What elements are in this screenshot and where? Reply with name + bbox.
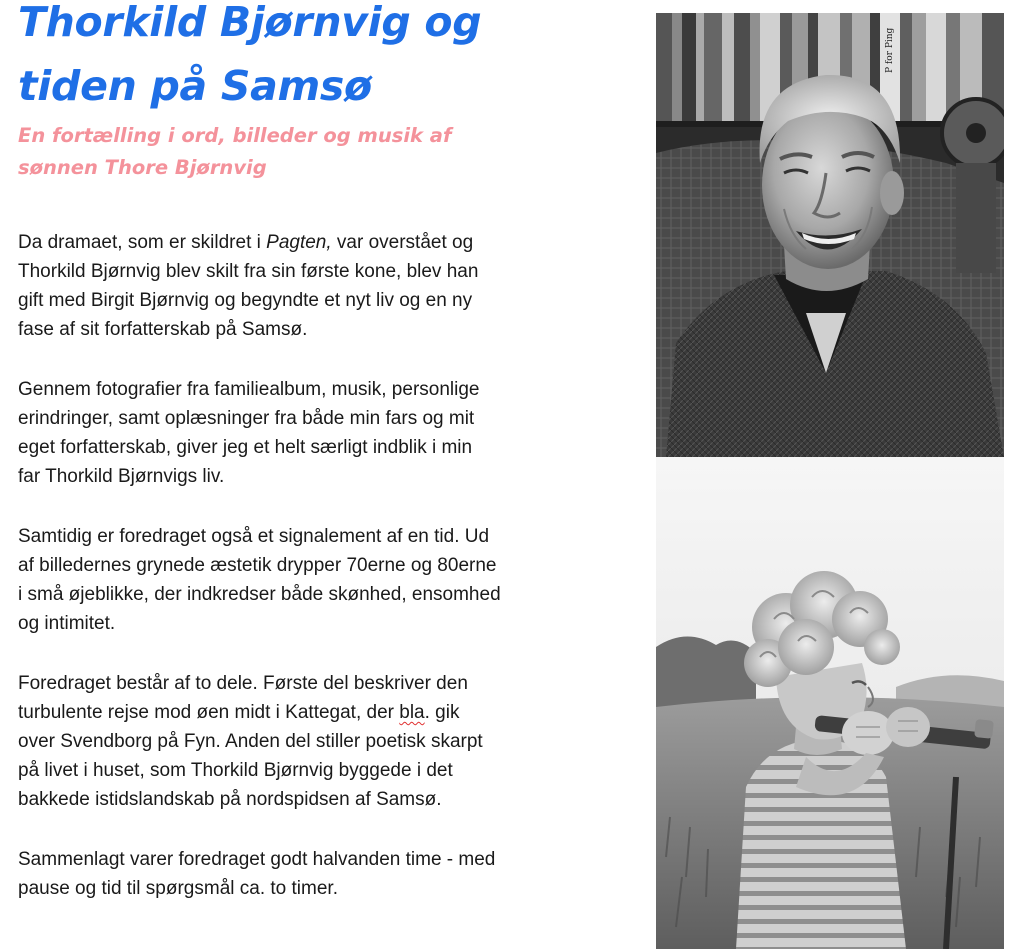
text-fragment: Da dramaet, som er skildret i xyxy=(18,232,267,253)
page-title xyxy=(18,0,578,118)
paragraph-5 xyxy=(18,845,578,903)
paragraph-1-line-4: fase af sit forfatterskab på Samsø. xyxy=(18,319,308,340)
photo-thorkild-bjornvig-image xyxy=(656,13,1004,457)
text-fragment: var overstået og xyxy=(331,232,474,253)
paragraph-1-line-2: Thorkild Bjørnvig blev skilt fra sin første kone, blev han xyxy=(18,261,479,282)
article-text-column xyxy=(18,0,578,899)
page-title-line-2: tiden på Samsø xyxy=(18,62,372,110)
paragraph-4-line-4: på livet i huset, som Thorkild Bjørnvig byggede i det xyxy=(18,760,453,781)
photo-boy-in-landscape-image xyxy=(656,457,1004,949)
paragraph-3-line-1: Samtidig er foredraget også et signalement af en tid. Ud xyxy=(18,526,490,547)
article-body xyxy=(18,228,578,934)
photo-boy-in-landscape xyxy=(656,457,1004,949)
paragraph-1-line-1 xyxy=(18,228,578,257)
book-spine-label: P for Ping xyxy=(885,27,895,73)
spellcheck-flagged-word: bla xyxy=(399,702,425,723)
book-title-pagten: Pagten, xyxy=(266,232,332,253)
paragraph-2-line-3: eget forfatterskab, giver jeg et helt særligt indblik i min xyxy=(18,437,473,458)
paragraph-4-line-3: over Svendborg på Fyn. Anden del stiller poetisk skarpt xyxy=(18,731,483,752)
page-title-line-1: Thorkild Bjørnvig og xyxy=(18,0,482,46)
paragraph-4-line-5: bakkede istidslandskab på nordspidsen af Samsø. xyxy=(18,789,442,810)
paragraph-3-line-4: og intimitet. xyxy=(18,613,116,634)
paragraph-4 xyxy=(18,669,578,814)
paragraph-5-line-2: pause og tid til spørgsmål ca. to timer. xyxy=(18,878,338,899)
paragraph-2-line-1: Gennem fotografier fra familiealbum, musik, personlige xyxy=(18,379,480,400)
page-subtitle-line-1: En fortælling i ord, billeder og musik af xyxy=(18,124,452,147)
paragraph-3-line-2: af billedernes grynede æstetik drypper 70erne og 80erne xyxy=(18,555,497,576)
paragraph-1-line-3: gift med Birgit Bjørnvig og begyndte et nyt liv og en ny xyxy=(18,290,473,311)
paragraph-4-line-2: turbulente rejse mod øen midt i Kattegat, der bla. gik xyxy=(18,702,460,723)
paragraph-3 xyxy=(18,522,578,638)
page-subtitle-line-2: sønnen Thore Bjørnvig xyxy=(18,156,267,179)
paragraph-4-line-1: Foredraget består af to dele. Første del beskriver den xyxy=(18,673,468,694)
photo-thorkild-bjornvig xyxy=(656,13,1004,457)
paragraph-2 xyxy=(18,375,578,491)
paragraph-5-line-1: Sammenlagt varer foredraget godt halvanden time - med xyxy=(18,849,496,870)
paragraph-2-line-2: erindringer, samt oplæsninger fra både min fars og mit xyxy=(18,408,475,429)
paragraph-3-line-3: i små øjeblikke, der indkredser både skønhed, ensomhed xyxy=(18,584,501,605)
paragraph-2-line-4: far Thorkild Bjørnvigs liv. xyxy=(18,466,225,487)
paragraph-1 xyxy=(18,228,578,344)
page-subtitle xyxy=(18,120,578,184)
